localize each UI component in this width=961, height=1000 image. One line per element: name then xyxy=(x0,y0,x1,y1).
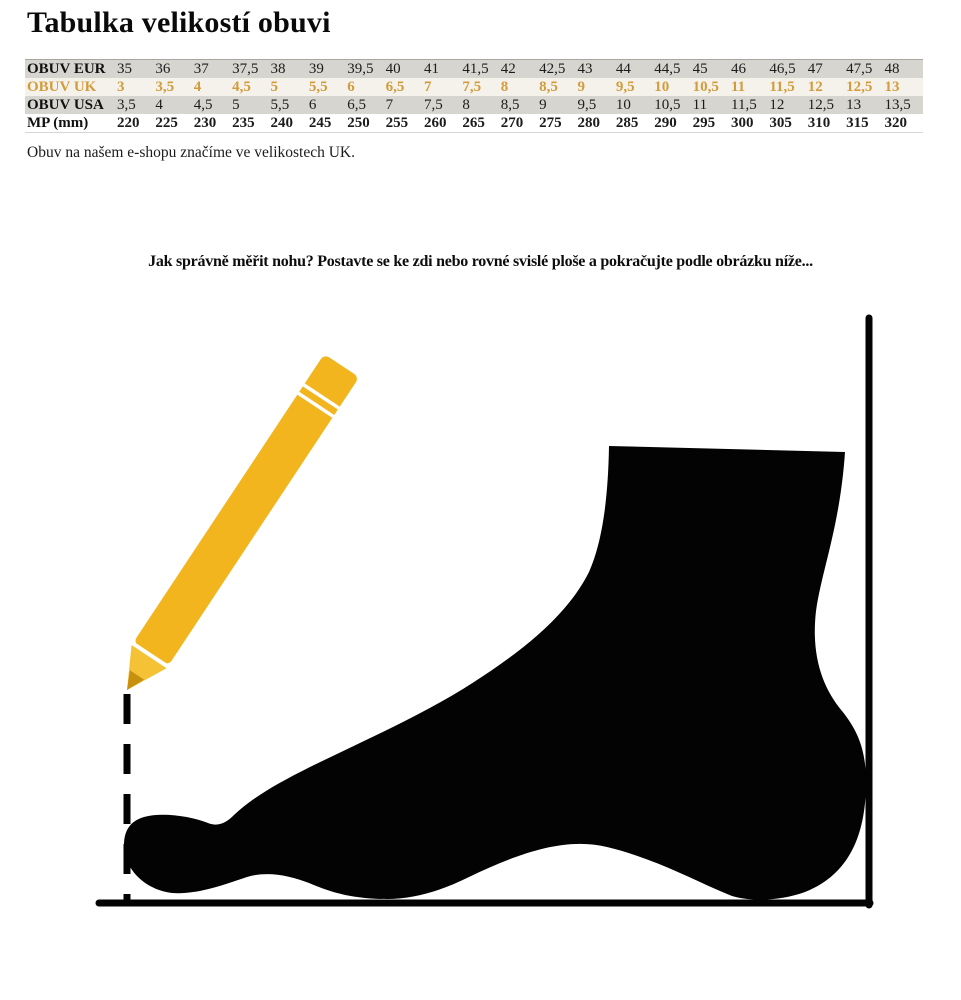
size-cell: 38 xyxy=(271,60,309,79)
size-cell: 265 xyxy=(462,114,500,133)
size-cell: 320 xyxy=(885,114,924,133)
size-cell: 47 xyxy=(808,60,846,79)
size-cell: 5,5 xyxy=(309,78,347,96)
size-row-label: MP (mm) xyxy=(25,114,117,133)
size-cell: 260 xyxy=(424,114,462,133)
size-cell: 46 xyxy=(731,60,769,79)
size-row-label: OBUV UK xyxy=(25,78,117,96)
size-cell: 225 xyxy=(155,114,193,133)
size-cell: 37 xyxy=(194,60,232,79)
size-cell: 12,5 xyxy=(808,96,846,114)
size-cell: 7 xyxy=(386,96,424,114)
size-cell: 12 xyxy=(808,78,846,96)
size-cell: 11,5 xyxy=(769,78,807,96)
size-cell: 3 xyxy=(117,78,155,96)
size-cell: 250 xyxy=(347,114,385,133)
page-title: Tabulka velikostí obuvi xyxy=(27,6,331,39)
size-cell: 220 xyxy=(117,114,155,133)
size-cell: 4,5 xyxy=(232,78,270,96)
size-cell: 40 xyxy=(386,60,424,79)
size-cell: 9 xyxy=(539,96,577,114)
size-cell: 10 xyxy=(616,96,654,114)
size-cell: 46,5 xyxy=(769,60,807,79)
size-cell: 7 xyxy=(424,78,462,96)
size-cell: 45 xyxy=(693,60,731,79)
size-cell: 295 xyxy=(693,114,731,133)
size-cell: 4 xyxy=(194,78,232,96)
size-cell: 42,5 xyxy=(539,60,577,79)
size-cell: 235 xyxy=(232,114,270,133)
size-cell: 13 xyxy=(885,78,924,96)
size-cell: 275 xyxy=(539,114,577,133)
size-cell: 3,5 xyxy=(155,78,193,96)
size-cell: 39 xyxy=(309,60,347,79)
size-cell: 240 xyxy=(271,114,309,133)
size-cell: 10,5 xyxy=(654,96,692,114)
size-cell: 42 xyxy=(501,60,539,79)
size-cell: 285 xyxy=(616,114,654,133)
size-cell: 8 xyxy=(501,78,539,96)
size-cell: 11 xyxy=(731,78,769,96)
size-cell: 48 xyxy=(885,60,924,79)
size-cell: 10,5 xyxy=(693,78,731,96)
size-cell: 47,5 xyxy=(846,60,884,79)
size-cell: 12 xyxy=(769,96,807,114)
size-cell: 7,5 xyxy=(462,78,500,96)
size-cell: 280 xyxy=(578,114,616,133)
size-row-label: OBUV USA xyxy=(25,96,117,114)
size-cell: 11,5 xyxy=(731,96,769,114)
size-cell: 13 xyxy=(846,96,884,114)
size-cell: 8,5 xyxy=(501,96,539,114)
size-cell: 8 xyxy=(462,96,500,114)
size-cell: 310 xyxy=(808,114,846,133)
size-cell: 315 xyxy=(846,114,884,133)
size-cell: 36 xyxy=(155,60,193,79)
size-cell: 6,5 xyxy=(386,78,424,96)
size-cell: 37,5 xyxy=(232,60,270,79)
size-cell: 290 xyxy=(654,114,692,133)
size-cell: 12,5 xyxy=(846,78,884,96)
size-cell: 230 xyxy=(194,114,232,133)
size-cell: 4,5 xyxy=(194,96,232,114)
size-cell: 44,5 xyxy=(654,60,692,79)
size-cell: 8,5 xyxy=(539,78,577,96)
size-cell: 13,5 xyxy=(885,96,924,114)
size-cell: 7,5 xyxy=(424,96,462,114)
size-cell: 10 xyxy=(654,78,692,96)
size-cell: 5 xyxy=(232,96,270,114)
size-cell: 5,5 xyxy=(271,96,309,114)
size-cell: 6 xyxy=(347,78,385,96)
size-cell: 4 xyxy=(155,96,193,114)
size-cell: 5 xyxy=(271,78,309,96)
size-cell: 43 xyxy=(578,60,616,79)
size-cell: 11 xyxy=(693,96,731,114)
size-cell: 255 xyxy=(386,114,424,133)
size-cell: 9,5 xyxy=(578,96,616,114)
size-cell: 300 xyxy=(731,114,769,133)
size-cell: 245 xyxy=(309,114,347,133)
size-cell: 270 xyxy=(501,114,539,133)
size-cell: 6,5 xyxy=(347,96,385,114)
size-cell: 3,5 xyxy=(117,96,155,114)
size-cell: 35 xyxy=(117,60,155,79)
size-cell: 41,5 xyxy=(462,60,500,79)
sizing-note: Obuv na našem e-shopu značíme ve velikostech UK. xyxy=(27,144,355,161)
pencil-icon xyxy=(108,353,361,703)
size-cell: 44 xyxy=(616,60,654,79)
size-cell: 9 xyxy=(578,78,616,96)
size-row-label: OBUV EUR xyxy=(25,60,117,79)
size-cell: 39,5 xyxy=(347,60,385,79)
size-cell: 41 xyxy=(424,60,462,79)
size-cell: 6 xyxy=(309,96,347,114)
size-cell: 305 xyxy=(769,114,807,133)
measuring-instruction: Jak správně měřit nohu? Postavte se ke zdi nebo rovné svislé ploše a pokračujte podle obrázku níže... xyxy=(148,253,813,270)
size-cell: 9,5 xyxy=(616,78,654,96)
